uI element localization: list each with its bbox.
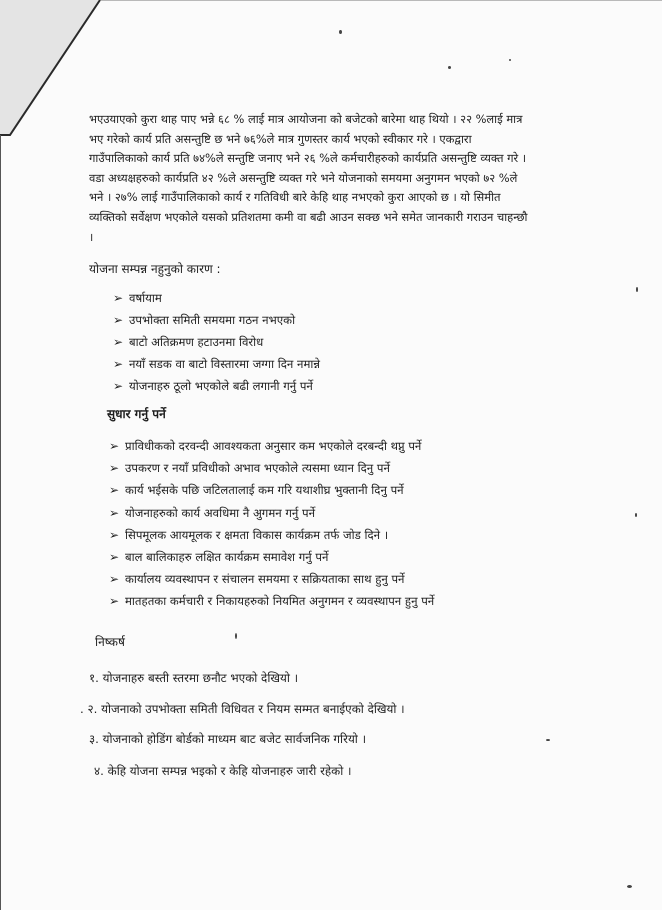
arrow-bullet-icon: ➢ xyxy=(109,505,120,520)
arrow-bullet-icon: ➢ xyxy=(113,335,124,349)
list-item: ➢ उपकरण र नयाँ प्रविधीको अभाव भएकोले त्यसमा ध्यान दिनु पर्ने xyxy=(109,461,390,476)
list-item: ➢ प्राविधीकको दरवन्दी आवश्यकता अनुसार कम भएकोले दरबन्दी थप्नु पर्ने xyxy=(109,439,422,453)
scan-speck xyxy=(627,885,632,888)
list-item: ➢ योजनाहरु ठूलो भएकोले बढी लगानी गर्नु पर्ने xyxy=(113,379,313,393)
conclusion-item: ३. योजनाको होडिंग बोर्डको माध्यम बाट बजेट सार्वजनिक गरियो । xyxy=(89,732,367,746)
reasons-list xyxy=(113,291,320,401)
list-item: ➢ योजनाहरुको कार्य अवधिमा नै अुगमन गर्नु पर्ने xyxy=(109,505,316,520)
paragraph-line: भएउयाएको कुरा थाह पाए भन्ने ६८ % लाई मात्र आयोजना को बजेटको बारेमा थाह थियो । २२ %लाई मात्र xyxy=(89,112,523,126)
conclusion-heading: निष्कर्ष xyxy=(95,635,125,649)
list-item: ➢ कार्यालय व्यवस्थापन र संचालन समयमा र सक्रियताका साथ हुनु पर्ने xyxy=(109,572,405,587)
arrow-bullet-icon: ➢ xyxy=(109,527,120,542)
conclusion-item: . २. योजनाको उपभोक्ता समिती विधिवत र नियम सम्मत बनाईएको देखियो । xyxy=(80,702,405,716)
list-item: ➢ कार्य भईसके पछि जटिलतालाई कम गरि यथाशीघ्र भुक्तानी दिनु पर्ने xyxy=(109,483,404,498)
scan-speck xyxy=(509,59,511,61)
reasons-heading: योजना सम्पन्न नहुनुको कारण : xyxy=(89,262,221,276)
arrow-bullet-icon: ➢ xyxy=(109,439,120,453)
arrow-bullet-icon: ➢ xyxy=(113,357,124,371)
scan-speck xyxy=(339,30,342,34)
improvements-heading: सुधार गर्नु पर्ने xyxy=(107,407,166,421)
paragraph-line: भए गरेको कार्य प्रति असन्तुष्टि छ भने ७६%ले मात्र गुणस्तर कार्य भएको स्वीकार गरे । एकद्वारा xyxy=(89,131,472,146)
arrow-bullet-icon: ➢ xyxy=(109,549,120,564)
arrow-bullet-icon: ➢ xyxy=(113,379,124,393)
scan-speck xyxy=(235,633,237,639)
paragraph-line: गाउँपालिकाको कार्य प्रति ७४%ले सन्तुष्टि जनाए भने २६ %ले कर्मचारीहरुको कार्यप्रति असन्तुष्टि व्यक्त गरे । xyxy=(89,151,527,166)
paragraph-line: वडा अध्यक्षहरुको कार्यप्रति ४२ %ले असन्तुष्टि व्यक्त गरे भने योजनाको समयमा अनुगमन भएको ७२ %ले xyxy=(89,170,518,185)
conclusion-item: १. योजनाहरु बस्ती स्तरमा छनौट भएको देखियो । xyxy=(89,671,299,685)
arrow-bullet-icon: ➢ xyxy=(109,461,120,476)
paragraph-line: भने । २७% लाई गाउँपालिकाको कार्य र गतिविधी बारे केहि थाह नभएको कुरा आएको छ । यो सिमीत xyxy=(89,190,501,205)
list-item: ➢ उपभोक्ता समिती समयमा गठन नभएको xyxy=(113,313,296,327)
list-item: ➢ नयाँ सडक वा बाटो विस्तारमा जग्गा दिन नमान्ने xyxy=(113,357,321,371)
list-item: ➢ वर्षायाम xyxy=(113,291,162,305)
improvements-list xyxy=(109,439,434,617)
list-item: ➢ मातहतका कर्मचारी र निकायहरुको नियमित अनुगमन र व्यवस्थापन हुनु पर्ने xyxy=(109,594,435,609)
list-item: ➢ बाटो अतिक्रमण हटाउनमा विरोध xyxy=(113,335,264,349)
scan-speck xyxy=(448,66,451,69)
list-item: ➢ बाल बालिकाहरु लक्षित कार्यक्रम समावेश गर्नु पर्ने xyxy=(109,549,329,564)
arrow-bullet-icon: ➢ xyxy=(109,594,120,609)
arrow-bullet-icon: ➢ xyxy=(109,572,120,587)
scan-speck xyxy=(636,287,638,292)
paragraph-line: । xyxy=(89,229,94,244)
scan-speck xyxy=(635,513,637,517)
paragraph-line: व्यक्तिको सर्वेक्षण भएकोले यसको प्रतिशतमा कमी वा बढी आउन सक्छ भने समेत जानकारी गराउन चाहन्छौ xyxy=(89,209,528,224)
conclusion-item: ४. केहि योजना सम्पन्न भइको र केहि योजनाहरु जारी रहेको । xyxy=(94,764,352,778)
list-item: ➢ सिपमूलक आयमूलक र क्षमता विकास कार्यक्रम तर्फ जोड दिने । xyxy=(109,527,389,542)
arrow-bullet-icon: ➢ xyxy=(113,313,124,327)
arrow-bullet-icon: ➢ xyxy=(113,291,124,305)
scan-speck xyxy=(546,739,550,741)
arrow-bullet-icon: ➢ xyxy=(109,483,120,498)
summary-paragraph xyxy=(89,110,641,247)
